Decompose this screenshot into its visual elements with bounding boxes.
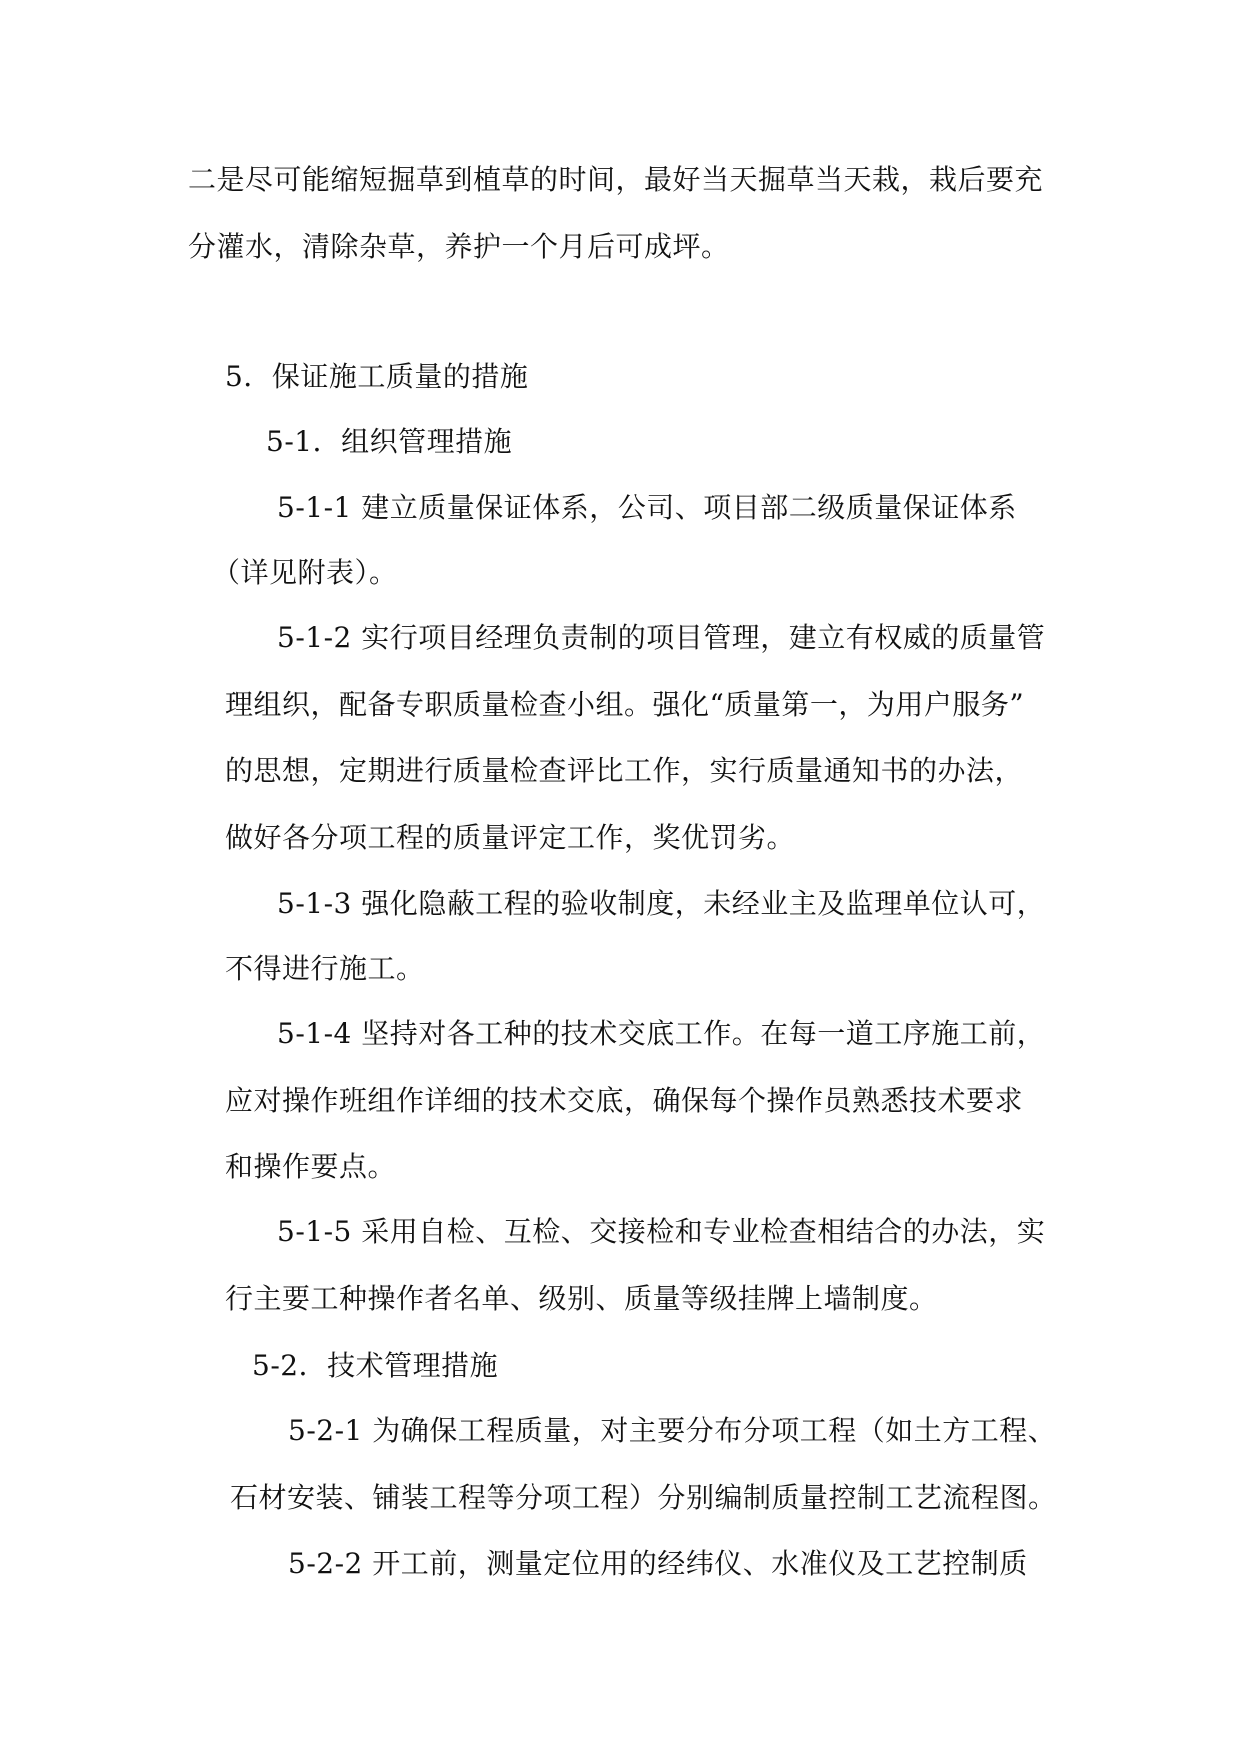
text-line: 二是尽可能缩短掘草到植草的时间，最好当天掘草当天栽，栽后要充 [188, 163, 1044, 196]
text-line: 5-2-2 开工前，测量定位用的经纬仪、水准仪及工艺控制质 [288, 1547, 1028, 1580]
text-line: （详见附表）。 [212, 556, 398, 589]
text-line: 分灌水，清除杂草，养护一个月后可成坪。 [188, 230, 730, 263]
text-line: 的思想，定期进行质量检查评比工作，实行质量通知书的办法， [225, 754, 1024, 787]
text-line: 5-2-1 为确保工程质量，对主要分布分项工程（如土方工程、 [288, 1414, 1057, 1447]
text-line: 5-1-4 坚持对各工种的技术交底工作。在每一道工序施工前， [277, 1017, 1046, 1050]
text-line: 做好各分项工程的质量评定工作，奖优罚劣。 [225, 821, 796, 854]
section-heading: 5．保证施工质量的措施 [225, 360, 529, 393]
subsection-heading: 5-2．技术管理措施 [252, 1349, 499, 1382]
text-line: 应对操作班组作详细的技术交底，确保每个操作员熟悉技术要求 [225, 1084, 1024, 1117]
text-line: 5-1-3 强化隐蔽工程的验收制度，未经业主及监理单位认可， [277, 887, 1046, 920]
text-line: 5-1-1 建立质量保证体系，公司、项目部二级质量保证体系 [277, 491, 1017, 524]
subsection-heading: 5-1．组织管理措施 [266, 425, 513, 458]
text-line: 5-1-5 采用自检、互检、交接检和专业检查相结合的办法，实 [277, 1215, 1046, 1248]
text-line: 和操作要点。 [225, 1150, 397, 1183]
text-line: 石材安装、铺装工程等分项工程）分别编制质量控制工艺流程图。 [230, 1481, 1057, 1514]
text-line: 5-1-2 实行项目经理负责制的项目管理，建立有权威的质量管 [277, 621, 1046, 654]
text-line: 理组织，配备专职质量检查小组。强化“质量第一，为用户服务” [225, 688, 1025, 721]
text-line: 行主要工种操作者名单、级别、质量等级挂牌上墙制度。 [225, 1282, 938, 1315]
text-line: 不得进行施工。 [225, 952, 425, 985]
